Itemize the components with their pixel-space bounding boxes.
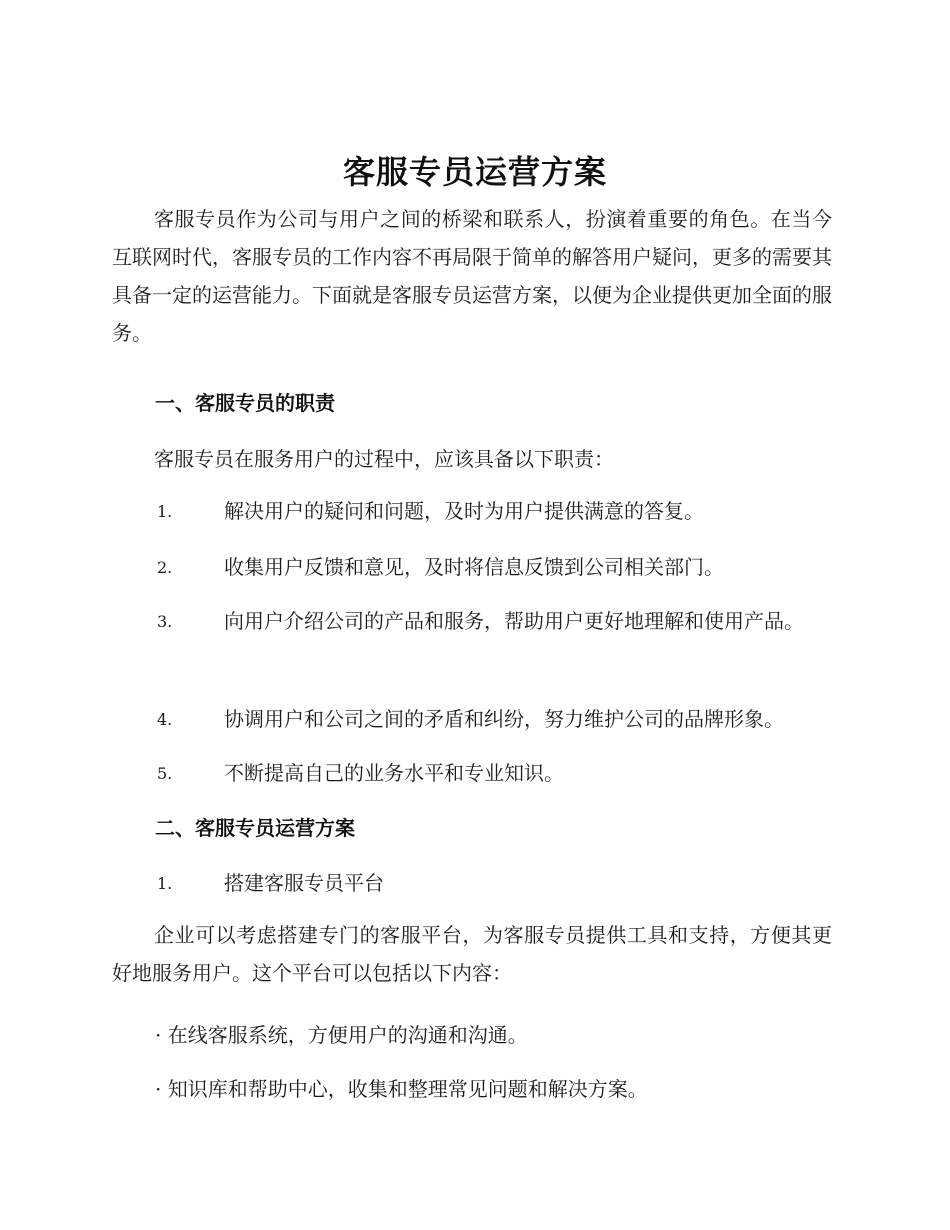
list-text: 收集用户反馈和意见，及时将信息反馈到公司相关部门。: [224, 555, 724, 579]
list-item: [112, 754, 832, 792]
list-text: 解决用户的疑问和问题，及时为用户提供满意的答复。: [224, 499, 704, 523]
section-heading-plan: 二、客服专员运营方案: [155, 816, 355, 840]
bullet-item: · 在线客服系统，方便用户的沟通和沟通。: [155, 1023, 528, 1047]
platform-paragraph: 企业可以考虑搭建专门的客服平台，为客服专员提供工具和支持，方便其更好地服务用户。这个平台可以包括以下内容：: [112, 923, 832, 985]
list-text: 搭建客服专员平台: [224, 871, 384, 895]
list-text: 协调用户和公司之间的矛盾和纠纷，努力维护公司的品牌形象。: [224, 707, 784, 731]
bullet-item: · 知识库和帮助中心，收集和整理常见问题和解决方案。: [155, 1077, 648, 1101]
list-number: 1.: [157, 502, 173, 521]
list-number: 5.: [157, 764, 173, 783]
list-item: [112, 602, 832, 640]
list-item: [112, 864, 832, 902]
list-number: 3.: [157, 612, 173, 631]
intro-paragraph: 客服专员作为公司与用户之间的桥梁和联系人，扮演着重要的角色。在当今互联网时代，客服专员的工作内容不再局限于简单的解答用户疑问，更多的需要其具备一定的运营能力。下面就是客服专员运营方案，以便为企业提供更加全面的服务。: [112, 207, 832, 345]
list-text: 向用户介绍公司的产品和服务，帮助用户更好地理解和使用产品。: [224, 609, 804, 633]
section-heading-duties: 一、客服专员的职责: [155, 391, 335, 415]
list-number: 1.: [157, 874, 173, 893]
list-item: [112, 700, 832, 738]
list-item: [112, 548, 832, 586]
list-text: 不断提高自己的业务水平和专业知识。: [224, 761, 564, 785]
duties-lead-paragraph: 客服专员在服务用户的过程中，应该具备以下职责：: [154, 447, 614, 471]
document-title: 客服专员运营方案: [342, 153, 607, 191]
list-number: 4.: [157, 710, 173, 729]
list-item: [112, 492, 832, 530]
list-number: 2.: [157, 558, 173, 577]
